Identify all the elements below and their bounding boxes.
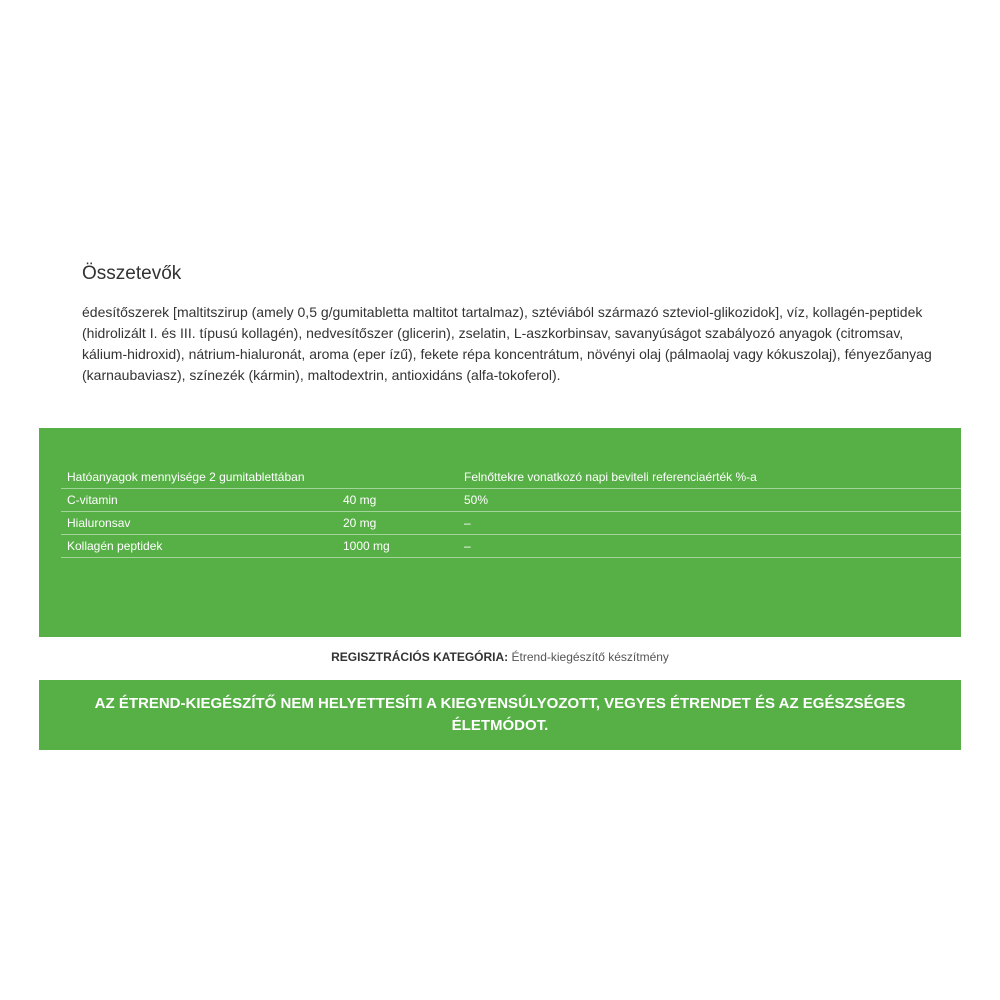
registration-category	[0, 648, 1000, 666]
ingredient-name: Hialuronsav	[61, 512, 337, 535]
warning-text: AZ ÉTREND-KIEGÉSZÍTŐ NEM HELYETTESÍTI A KIEGYENSÚLYOZOTT, VEGYES ÉTRENDET ÉS AZ EGÉSZSÉGES ÉLETMÓDOT.	[94, 695, 906, 734]
ingredient-name: C-vitamin	[61, 489, 337, 512]
ingredient-reference: –	[458, 535, 961, 558]
ingredient-amount: 20 mg	[337, 512, 458, 535]
warning-banner	[39, 680, 961, 750]
ingredients-section	[82, 262, 942, 386]
registration-value: Étrend-kiegészítő készítmény	[511, 650, 669, 664]
ingredient-amount: 40 mg	[337, 489, 458, 512]
table-row	[61, 489, 961, 512]
ingredient-reference: –	[458, 512, 961, 535]
ingredient-amount: 1000 mg	[337, 535, 458, 558]
ingredient-name: Kollagén peptidek	[61, 535, 337, 558]
table-row	[61, 512, 961, 535]
registration-label: REGISZTRÁCIÓS KATEGÓRIA:	[331, 650, 509, 664]
active-ingredients-table	[61, 466, 961, 558]
table-header-reference: Felnőttekre vonatkozó napi beviteli referenciaérték %-a	[458, 466, 961, 489]
table-row	[61, 535, 961, 558]
ingredients-heading: Összetevők	[82, 263, 182, 284]
table-header-row	[61, 466, 961, 489]
ingredient-reference: 50%	[458, 489, 961, 512]
active-ingredients-panel	[39, 428, 961, 637]
table-header-amount: Hatóanyagok mennyisége 2 gumitablettában	[61, 466, 458, 489]
ingredients-text: édesítőszerek [maltitszirup (amely 0,5 g/gumitabletta maltitot tartalmaz), sztéviából származó szteviol-glikozidok], víz, kollagén-peptidek (hidrolizált I. és III. típusú kollagén), nedvesítőszer (glicerin), zselatin, L-aszkorbinsav, savanyúságot szabályozó anyagok (citromsav, kálium-hidroxid), nátrium-hialuronát, aroma (eper ízű), fekete répa koncentrátum, növényi olaj (pálmaolaj vagy kókuszolaj), fényezőanyag (karnaubaviasz), színezék (kármin), maltodextrin, antioxidáns (alfa-tokoferol).	[82, 304, 932, 383]
